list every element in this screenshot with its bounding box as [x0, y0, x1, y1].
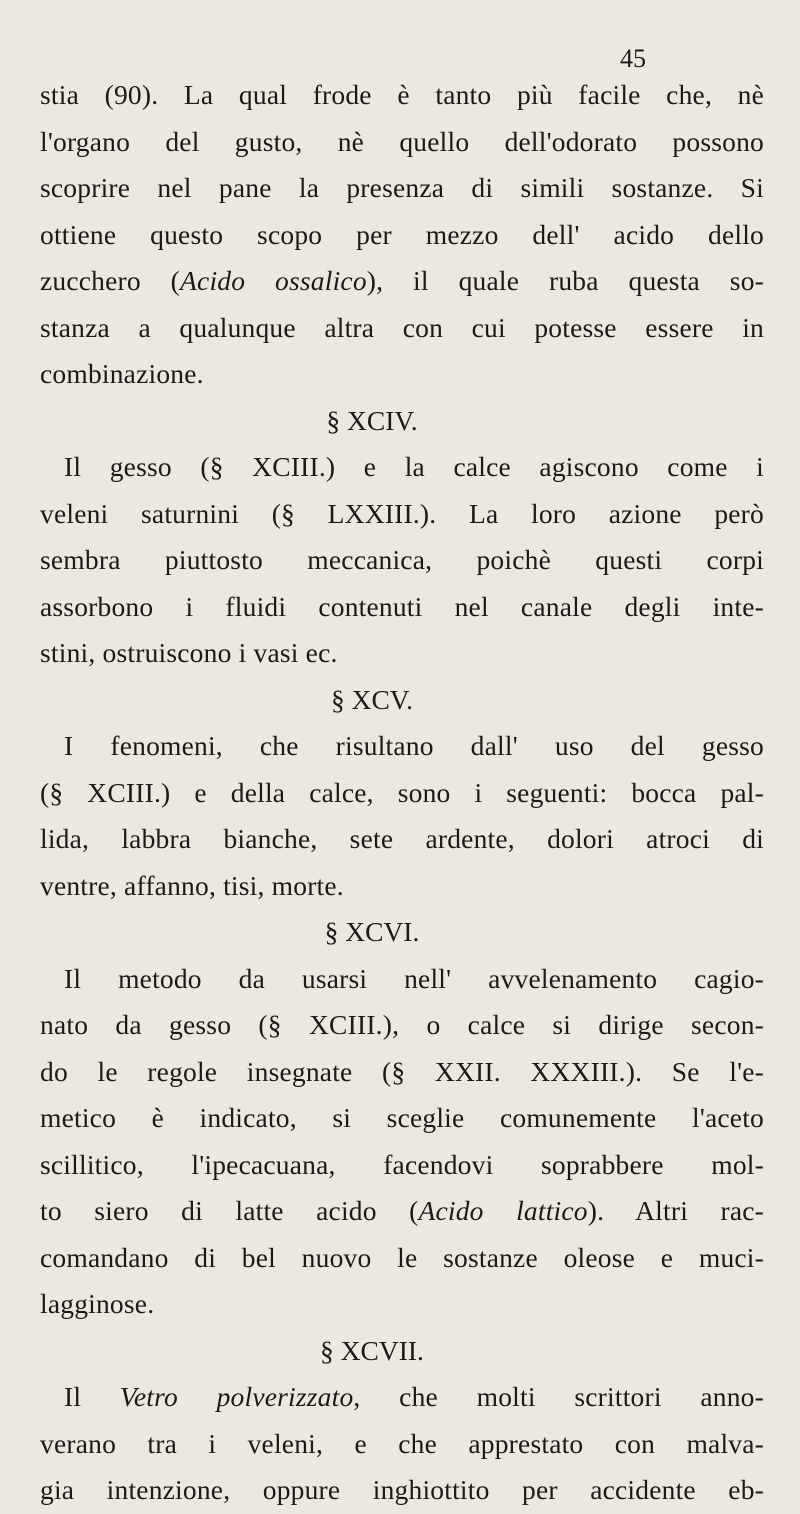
text-line — [40, 1049, 764, 1096]
italic-term: Acido ossalico — [180, 265, 367, 296]
text-run: ventre, affanno, tisi, morte. — [40, 869, 344, 901]
text-run: , che molti scrittori anno- — [353, 1381, 764, 1412]
text-line — [40, 723, 764, 770]
text-line — [40, 491, 764, 538]
text-run: assorbono i fluidi contenuti nel canale degli inte- — [40, 590, 764, 622]
text-run: § XCV. — [330, 683, 414, 715]
text-run: § XCIV. — [326, 404, 418, 436]
text-run: combinazione. — [40, 358, 204, 389]
text-run: lida, labbra bianche, sete ardente, dolori atroci di — [40, 823, 764, 854]
text-line — [40, 537, 764, 584]
text-run: scillitico, l'ipecacuana, facendovi soprabbere mol- — [40, 1148, 764, 1180]
text-line — [40, 444, 764, 491]
text-line — [40, 1281, 764, 1328]
text-line — [40, 212, 764, 259]
text-run: ), il quale ruba questa so- — [366, 265, 764, 296]
text-run: ottiene questo scopo per mezzo dell' acido dello — [40, 218, 764, 250]
text-run: gia intenzione, oppure inghiottito per accidente eb- — [40, 1474, 764, 1505]
text-line — [40, 1095, 764, 1142]
text-line — [40, 305, 764, 352]
text-run: stanza a qualunque altra con cui potesse essere in — [40, 311, 764, 343]
text-line — [40, 1188, 764, 1235]
text-run: I fenomeni, che risultano dall' uso del gesso — [64, 730, 764, 761]
text-line — [40, 1142, 764, 1189]
text-run: lagginose. — [40, 1288, 155, 1319]
text-line — [40, 863, 764, 910]
text-run: veleni saturnini (§ LXXIII.). La loro azione però — [40, 497, 764, 529]
text-line — [40, 816, 764, 863]
section-heading — [40, 677, 764, 724]
section-heading — [40, 1328, 764, 1375]
text-line — [40, 956, 764, 1003]
text-run: Il metodo da usarsi nell' avvelenamento cagio- — [64, 962, 764, 994]
text-line — [40, 1374, 764, 1421]
italic-term: Acido lattico — [418, 1195, 588, 1226]
text-run: § XCVI. — [324, 916, 420, 947]
text-run: Il — [64, 1381, 120, 1412]
text-line — [40, 1421, 764, 1468]
text-run: do le regole insegnate (§ XXII. XXXIII.). Se l'e- — [40, 1055, 764, 1087]
text-line — [40, 258, 764, 305]
text-line — [40, 630, 764, 677]
text-line — [40, 1235, 764, 1282]
text-run: comandano di bel nuovo le sostanze oleose e muci- — [40, 1241, 764, 1273]
text-run: l'organo del gusto, nè quello dell'odorato possono — [40, 125, 764, 157]
text-run: § XCVII. — [320, 1334, 424, 1366]
text-run: nato da gesso (§ XCIII.), o calce si dirige secon- — [40, 1009, 764, 1040]
text-line — [40, 1467, 764, 1514]
section-heading — [40, 398, 764, 445]
text-line — [40, 584, 764, 631]
text-run: to siero di latte acido ( — [40, 1195, 419, 1226]
text-run: metico è indicato, si sceglie comunemente l'aceto — [40, 1102, 764, 1133]
text-line — [40, 1002, 764, 1049]
text-line — [40, 770, 764, 817]
text-run: sembra piuttosto meccanica, poichè questi corpi — [40, 544, 764, 575]
text-line — [40, 119, 764, 166]
text-line — [40, 72, 764, 119]
section-heading — [40, 909, 764, 956]
text-run: verano tra i veleni, e che apprestato con malva- — [40, 1427, 764, 1459]
text-run: ). Altri rac- — [587, 1195, 765, 1226]
page-number: 45 — [620, 44, 646, 73]
text-run: stia (90). La qual frode è tanto più facile che, nè — [40, 79, 764, 110]
text-run: (§ XCIII.) e della calce, sono i seguenti: bocca pal- — [40, 776, 764, 808]
text-run: Il gesso (§ XCIII.) e la calce agiscono come i — [64, 451, 764, 482]
body-text — [40, 72, 764, 1514]
italic-term: Vetro polverizzato — [119, 1381, 354, 1412]
text-line — [40, 351, 764, 398]
text-run: scoprire nel pane la presenza di simili sostanze. Si — [40, 172, 764, 203]
text-run: zucchero ( — [40, 265, 181, 296]
text-line — [40, 165, 764, 212]
text-run: stini, ostruiscono i vasi ec. — [40, 637, 338, 668]
